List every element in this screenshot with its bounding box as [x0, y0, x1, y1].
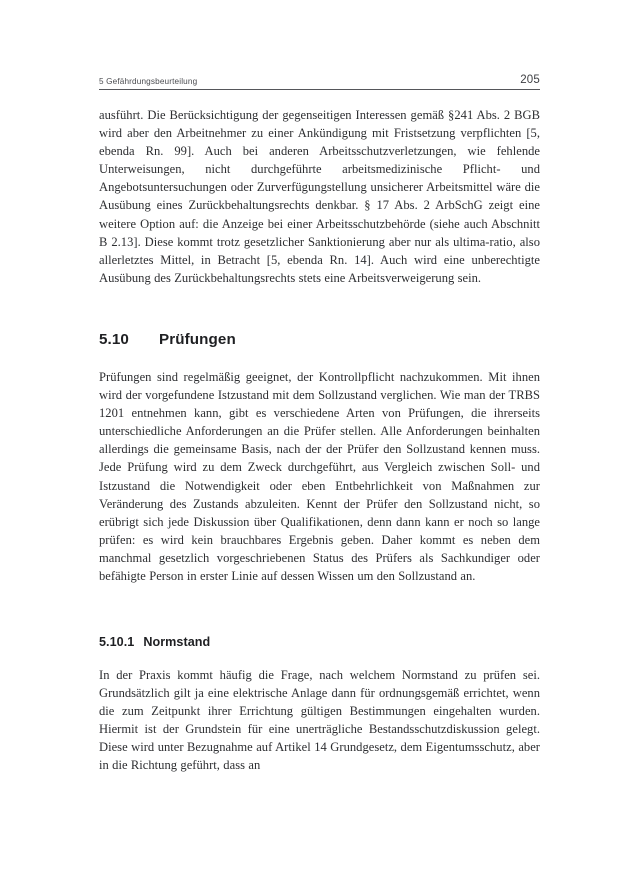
- running-header-title: 5 Gefährdungsbeurteilung: [99, 77, 198, 86]
- paragraph-block-3: [99, 666, 540, 775]
- paragraph-block-1: [99, 106, 540, 287]
- section-heading-block: [99, 331, 540, 348]
- section-heading-title: Prüfungen: [159, 331, 236, 348]
- subsection-heading-5-10-1: [99, 635, 540, 649]
- section-heading-number: 5.10: [99, 331, 129, 348]
- subsection-heading-number: 5.10.1: [99, 635, 135, 649]
- body-paragraph: ausführt. Die Berücksichtigung der gegenseitigen Interessen gemäß §241 Abs. 2 BGB wird aber den Arbeitnehmer zu einer Ankündigung mit Fristsetzung verpflichten [5, ebenda Rn. 99]. Auch bei anderen Arbeitsschutzverletzungen, wie fehlende Unterweisungen, nicht durchgeführte arbeitsmedizinische Pflicht- und Angebotsuntersuchungen oder Zurverfügungstellung unsicherer Arbeitsmittel wäre die Ausübung eines Zurückbehaltungsrechts denkbar. § 17 Abs. 2 ArbSchG zeigt eine weitere Option auf: die Anzeige bei einer Arbeitsschutzbehörde (siehe auch Abschnitt B 2.13]. Diese kommt trotz gesetzlicher Sanktionierung aber nur als ultima-ratio, also allerletztes Mittel, in Betracht [5, ebenda Rn. 14]. Auch wird eine unberechtigte Ausübung des Zurückbehaltungsrechts stets eine Arbeitsverweigerung sein.: [99, 108, 540, 285]
- subsection-heading-block: [99, 635, 540, 649]
- body-paragraph: Prüfungen sind regelmäßig geeignet, der Kontrollpflicht nachzukommen. Mit ihnen wird der vorgefundene Istzustand mit dem Sollzustand verglichen. Wie man der TRBS 1201 entnehmen kann, gibt es verschiedene Arten von Prüfungen, die ihrerseits unterschiedliche Anforderungen an die Prüfer stellen. Alle Anforderungen beinhalten allerdings die gemeinsame Basis, nach der der Prüfer den Sollzustand kennen muss. Jede Prüfung wird zu dem Zweck durchgeführt, aus Vergleich zwischen Soll- und Istzustand die Notwendigkeit oder eben Entbehrlichkeit von Maßnahmen zur Veränderung des Zustands abzuleiten. Kennt der Prüfer den Sollzustand nicht, so erübrigt sich jede Diskussion über Qualifikationen, denn dann kann er noch so lange prüfen: es wird kein brauchbares Ergebnis geben. Daher kommt es neben dem manchmal gesetzlich vorgeschriebenen Status des Prüfers als Sachkundiger oder befähigte Person in erster Linie auf dessen Wissen um den Sollzustand an.: [99, 370, 540, 584]
- paragraph-block-2: [99, 368, 540, 585]
- page-number: 205: [520, 74, 540, 86]
- subsection-heading-title: Normstand: [143, 635, 211, 649]
- running-header: [99, 74, 540, 90]
- section-heading-5-10: [99, 331, 540, 348]
- body-paragraph: In der Praxis kommt häufig die Frage, nach welchem Normstand zu prüfen sei. Grundsätzlich gilt ja eine elektrische Anlage dann für ordnungsgemäß errichtet, wenn die zum Zeitpunkt ihrer Errichtung gültigen Bestimmungen eingehalten wurden. Hiermit ist der Grundstein für eine unerträgliche Bestandsschutzdiskussion gelegt. Diese wird unter Bezugnahme auf Artikel 14 Grundgesetz, dem Eigentumsschutz, aber in die Richtung geführt, dass an: [99, 668, 540, 773]
